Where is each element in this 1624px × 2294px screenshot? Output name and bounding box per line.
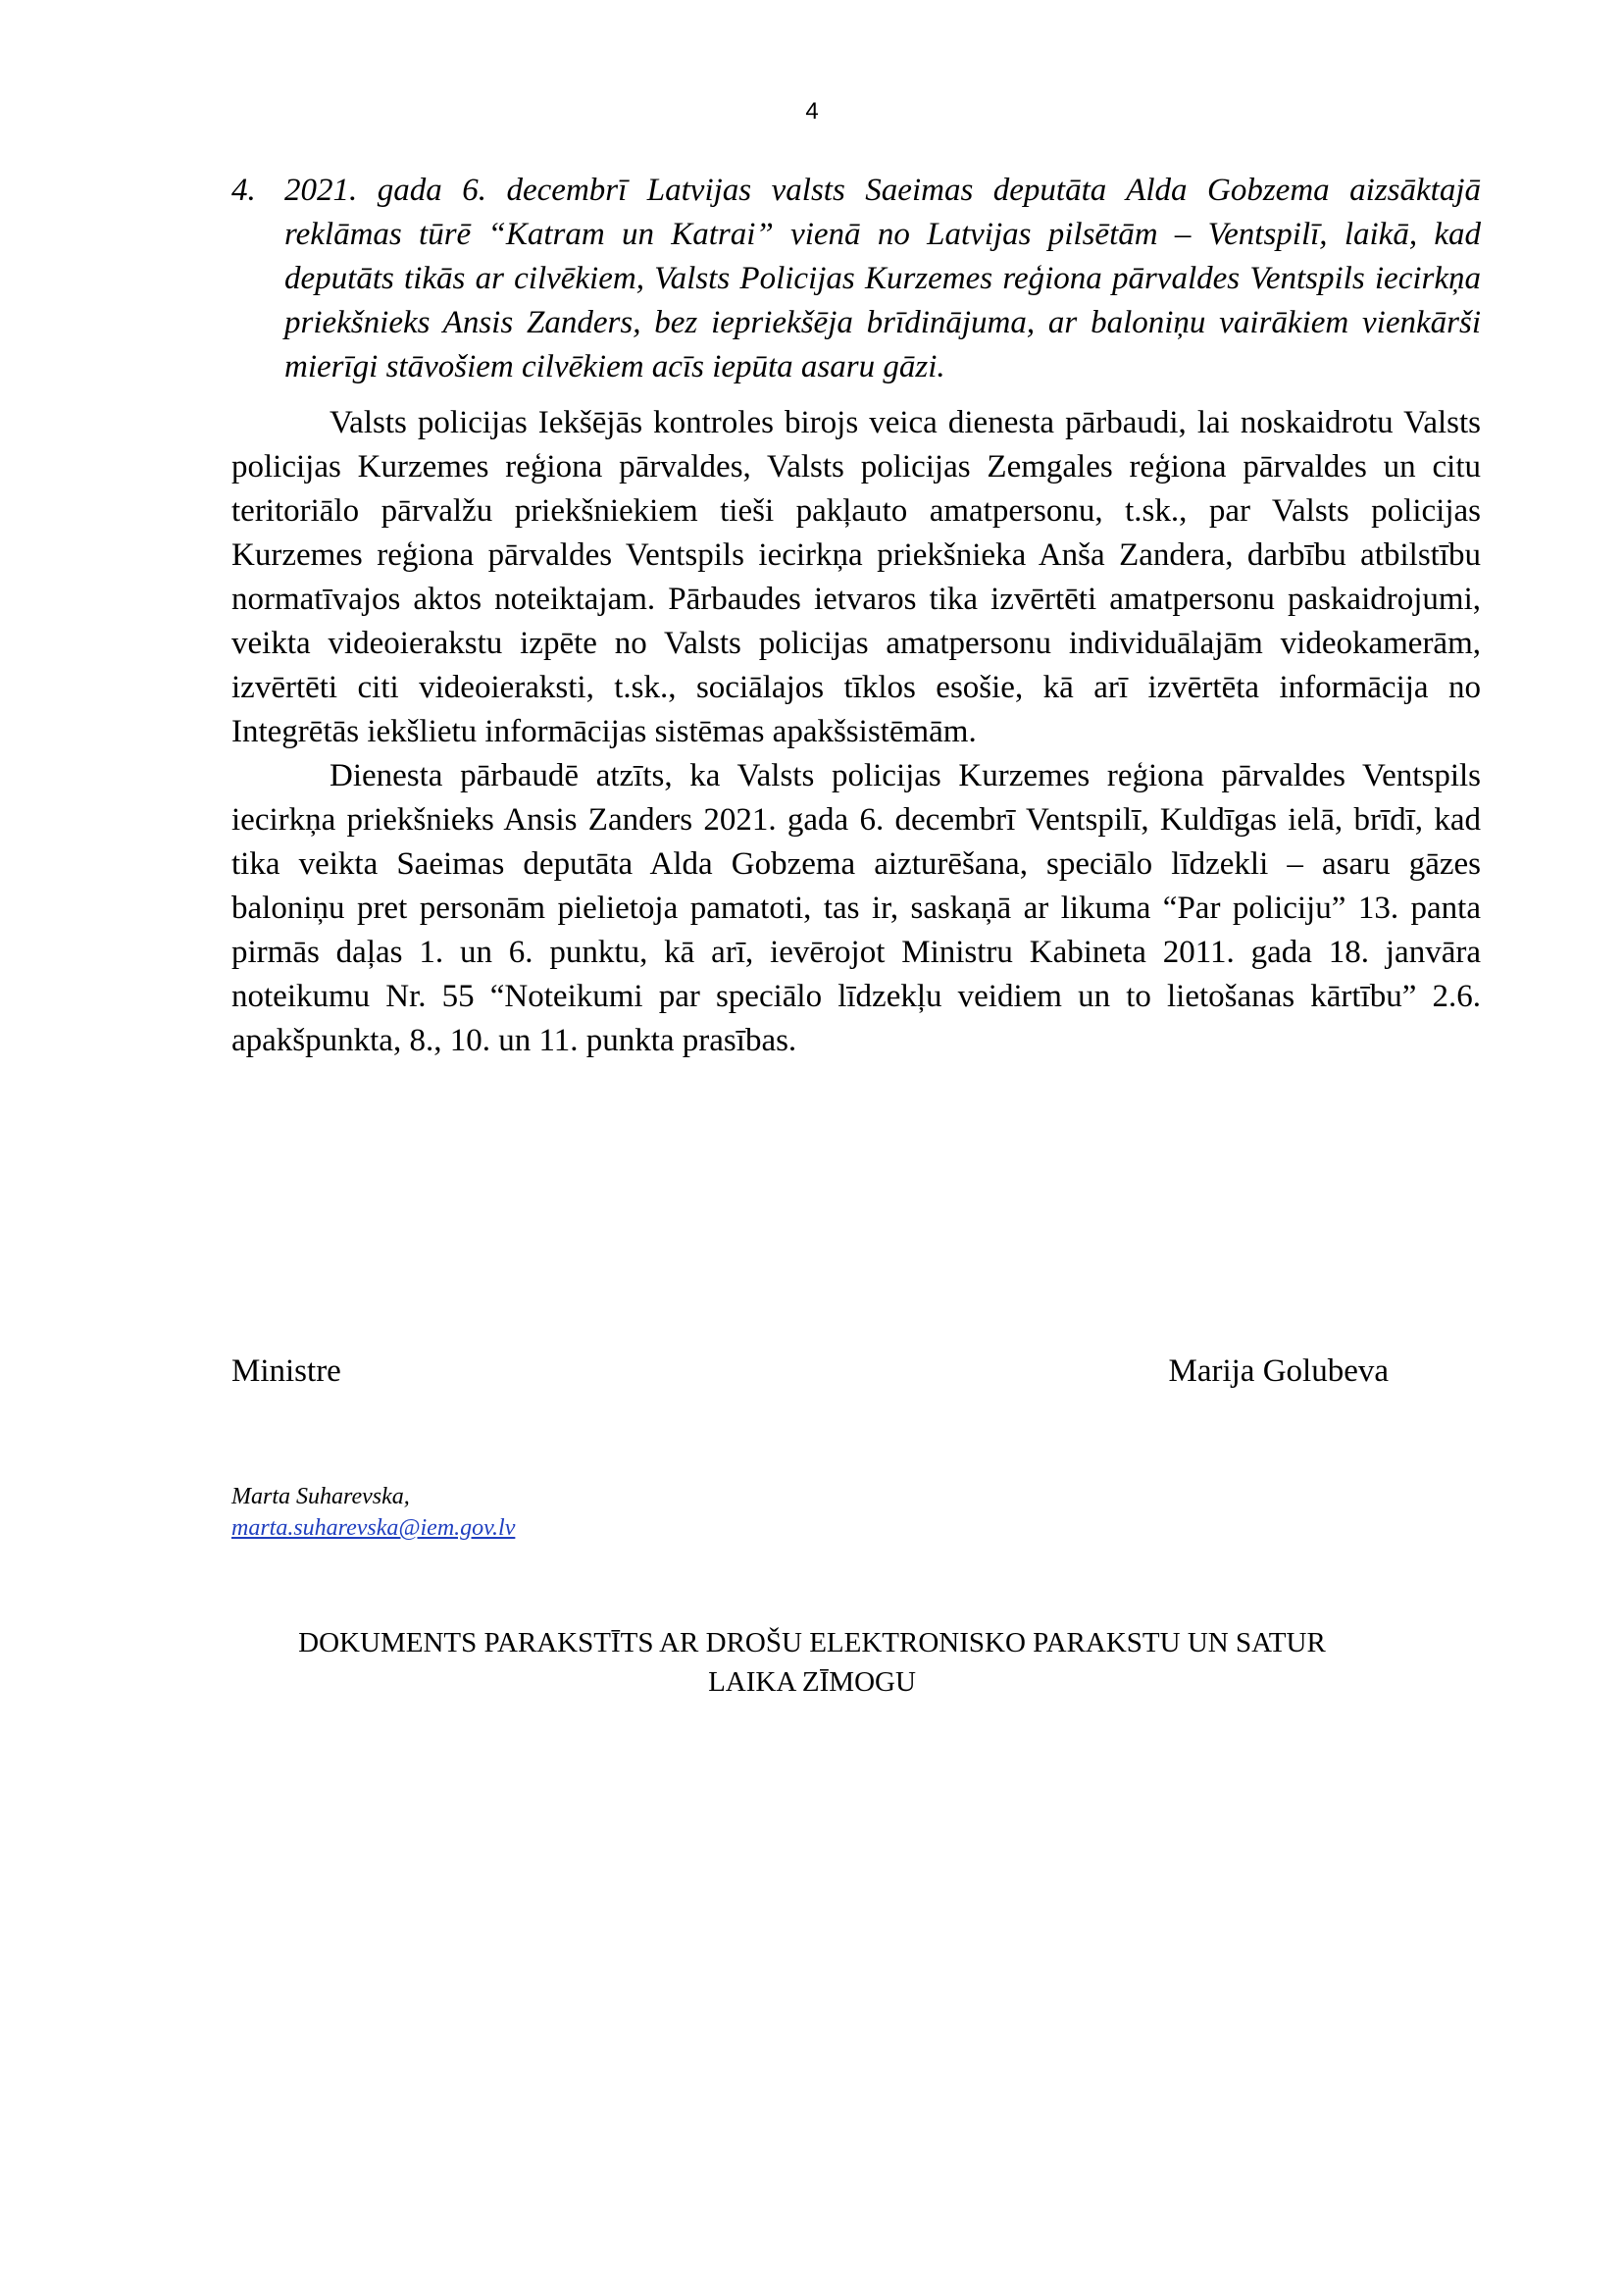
author-email-link[interactable]: marta.suharevska@iem.gov.lv — [231, 1515, 516, 1541]
signature-block — [231, 1353, 1389, 1390]
signature-notice-line1: DOKUMENTS PARAKSTĪTS AR DROŠU ELEKTRONISKO PARAKSTU UN SATUR — [298, 1627, 1326, 1658]
item-text: 2021. gada 6. decembrī Latvijas valsts Saeimas deputāta Alda Gobzema aizsāktajā reklāmas tūrē “Katram un Katrai” vienā no Latvijas pilsētām – Ventspilī, laikā, kad deputāts tikās ar cilvēkiem, Valsts Policijas Kurzemes reģiona pārvaldes Ventspils iecirkņa priekšnieks Ansis Zanders, bez iepriekšēja brīdinājuma, ar baloniņu vairākiem vienkārši mierīgi stāvošiem cilvēkiem acīs iepūta asaru gāzi. — [284, 173, 1481, 384]
signature-name: Marija Golubeva — [1168, 1353, 1389, 1389]
signature-title: Ministre — [231, 1353, 341, 1389]
author-block — [231, 1481, 515, 1544]
document-body — [231, 169, 1481, 1063]
signature-notice-line2: LAIKA ZĪMOGU — [708, 1666, 916, 1698]
author-name: Marta Suharevska, — [231, 1484, 410, 1509]
item-number: 4. — [231, 173, 256, 208]
signature-notice — [0, 1623, 1624, 1702]
paragraph-inspection: Valsts policijas Iekšējās kontroles birojs veica dienesta pārbaudi, lai noskaidrotu Valsts policijas Kurzemes reģiona pārvaldes, Valsts policijas Zemgales reģiona pārvaldes un citu teritoriālo pārvalžu priekšniekiem tieši pakļauto amatpersonu, t.sk., par Valsts policijas Kurzemes reģiona pārvaldes Ventspils iecirkņa priekšnieka Anša Zandera, darbību atbilstību normatīvajos aktos noteiktajam. Pārbaudes ietvaros tika izvērtēti amatpersonu paskaidrojumi, veikta videoierakstu izpēte no Valsts policijas amatpersonu individuālajām videokamerām, izvērtēti citi videoieraksti, t.sk., sociālajos tīklos esošie, kā arī izvērtēta informācija no Integrētās iekšlietu informācijas sistēmas apakšsistēmām. — [231, 405, 1481, 749]
numbered-item — [231, 169, 1481, 389]
paragraph-conclusion: Dienesta pārbaudē atzīts, ka Valsts policijas Kurzemes reģiona pārvaldes Ventspils iecirkņa priekšnieks Ansis Zanders 2021. gada 6. decembrī Ventspilī, Kuldīgas ielā, brīdī, kad tika veikta Saeimas deputāta Alda Gobzema aizturēšana, speciālo līdzekli – asaru gāzes baloniņu pret personām pielietoja pamatoti, tas ir, saskaņā ar likuma “Par policiju” 13. panta pirmās daļas 1. un 6. punktu, kā arī, ievērojot Ministru Kabineta 2011. gada 18. janvāra noteikumu Nr. 55 “Noteikumi par speciālo līdzekļu veidiem un to lietošanas kārtību” 2.6. apakšpunkta, 8., 10. un 11. punkta prasības. — [231, 758, 1481, 1058]
page-number: 4 — [805, 98, 819, 125]
